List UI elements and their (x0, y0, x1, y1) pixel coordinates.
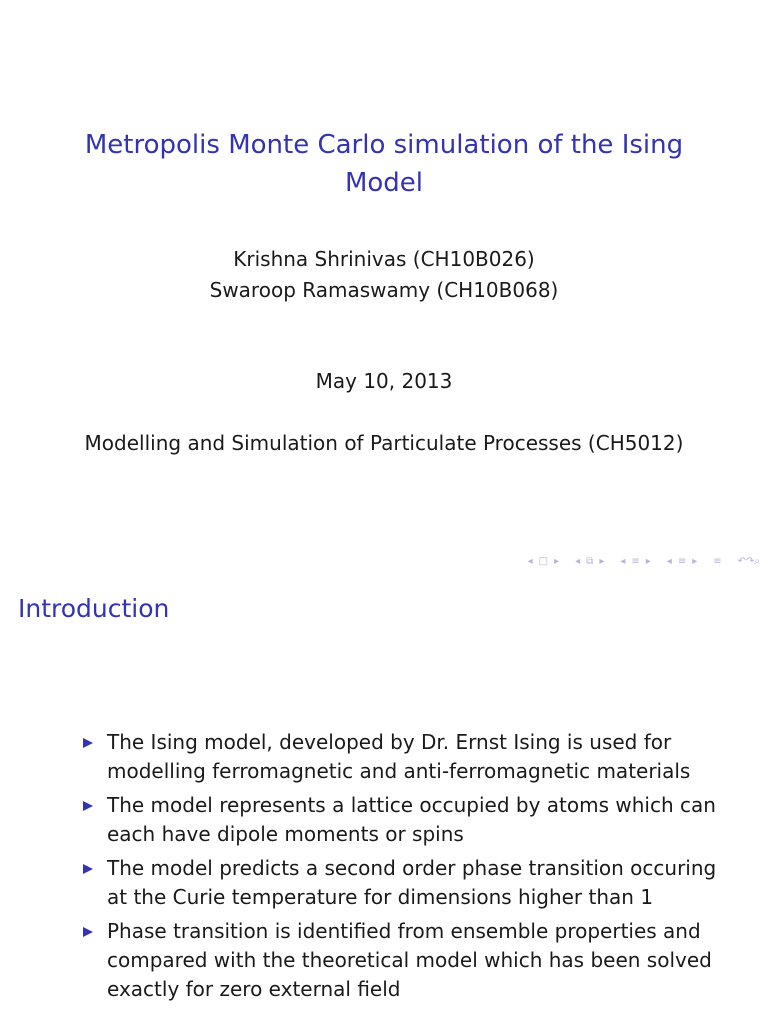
triangle-bullet-icon (83, 864, 93, 874)
nav-prev-subsection-icon[interactable]: ◂ (575, 556, 581, 567)
list-item (80, 791, 720, 849)
list-item (80, 917, 720, 1004)
authors-block (0, 244, 768, 306)
list-item (80, 854, 720, 912)
bullet-text: Phase transition is identified from ensemble properties and compared with the theoretical model which has been solved exactly for zero external field (107, 919, 712, 1001)
introduction-slide (0, 576, 768, 1024)
bullet-text: The Ising model, developed by Dr. Ernst Ising is used for modelling ferromagnetic and anti-ferromagnetic materials (107, 730, 691, 783)
bullet-text: The model represents a lattice occupied by atoms which can each have dipole moments or spins (107, 793, 716, 846)
presentation-date: May 10, 2013 (315, 369, 453, 393)
triangle-bullet-icon (83, 927, 93, 937)
nav-prev-part-icon[interactable]: ◂ (666, 556, 672, 567)
nav-document-icon[interactable]: ≡ (713, 556, 722, 567)
nav-back-forward-search-icon[interactable]: ↶↷⌕ (737, 556, 760, 567)
list-item (80, 728, 720, 786)
nav-frame-icon[interactable]: □ (538, 556, 549, 567)
triangle-bullet-icon (83, 738, 93, 748)
nav-section-icon[interactable]: ≡ (631, 556, 640, 567)
beamer-navigation-bar (528, 552, 760, 572)
nav-subsection-icon[interactable]: ⧉ (586, 556, 594, 567)
bullet-list (80, 728, 720, 1009)
nav-next-section-icon[interactable]: ▸ (645, 556, 651, 567)
nav-prev-frame-icon[interactable]: ◂ (527, 556, 533, 567)
nav-prev-section-icon[interactable]: ◂ (620, 556, 626, 567)
nav-next-frame-icon[interactable]: ▸ (554, 556, 560, 567)
triangle-bullet-icon (83, 801, 93, 811)
nav-next-part-icon[interactable]: ▸ (692, 556, 698, 567)
author-2: Swaroop Ramaswamy (CH10B068) (209, 278, 559, 302)
nav-part-icon[interactable]: ≡ (677, 556, 687, 567)
presentation-title: Metropolis Monte Carlo simulation of the Ising Model (84, 130, 684, 198)
frame-title: Introduction (18, 594, 170, 623)
bullet-text: The model predicts a second order phase transition occuring at the Curie temperature for dimensions higher than 1 (107, 856, 717, 909)
author-1: Krishna Shrinivas (CH10B026) (233, 247, 535, 271)
nav-next-subsection-icon[interactable]: ▸ (599, 556, 605, 567)
course-name: Modelling and Simulation of Particulate Processes (CH5012) (84, 431, 684, 455)
